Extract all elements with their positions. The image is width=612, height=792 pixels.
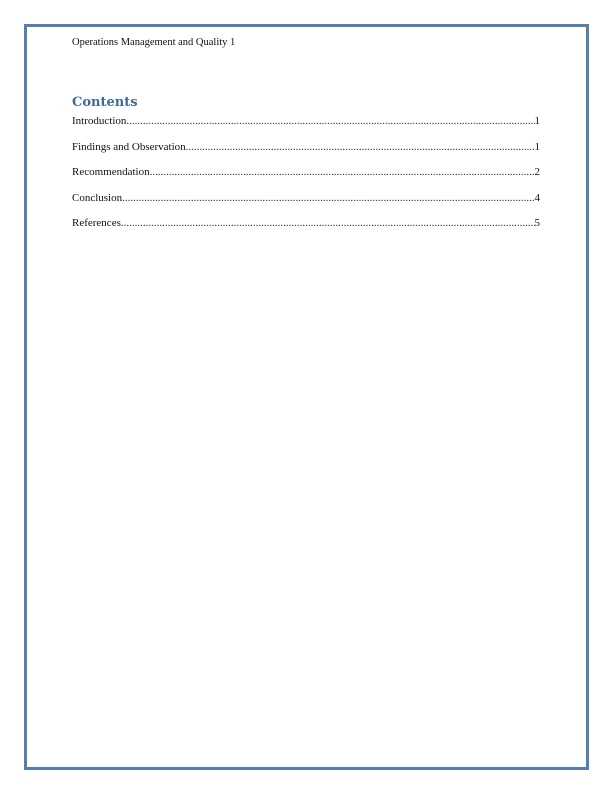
toc-entry-page: 5	[534, 217, 540, 229]
running-header: Operations Management and Quality 1	[72, 37, 236, 48]
table-of-contents	[72, 115, 540, 243]
toc-entry-label: Recommendation	[72, 166, 150, 178]
toc-entry-page: 1	[534, 140, 540, 153]
toc-entry-label: References	[72, 217, 121, 229]
toc-entry-label: Introduction	[72, 115, 127, 127]
dot-leader	[186, 141, 535, 153]
toc-entry-recommendation[interactable]	[72, 166, 540, 192]
toc-entry-page: 2	[534, 166, 540, 178]
dot-leader	[150, 166, 535, 178]
toc-entry-page: 4	[534, 191, 540, 204]
toc-entry-conclusion[interactable]	[72, 192, 540, 218]
toc-title: Contents	[72, 95, 138, 110]
toc-entry-references[interactable]	[72, 217, 540, 243]
dot-leader	[122, 192, 534, 204]
dot-leader	[126, 115, 534, 127]
dot-leader	[121, 217, 535, 229]
toc-entry-findings-and-observation[interactable]	[72, 141, 540, 167]
toc-entry-label: Findings and Observation	[72, 140, 186, 153]
toc-entry-page: 1	[534, 115, 540, 127]
toc-entry-introduction[interactable]	[72, 115, 540, 141]
toc-entry-label: Conclusion	[72, 191, 123, 204]
